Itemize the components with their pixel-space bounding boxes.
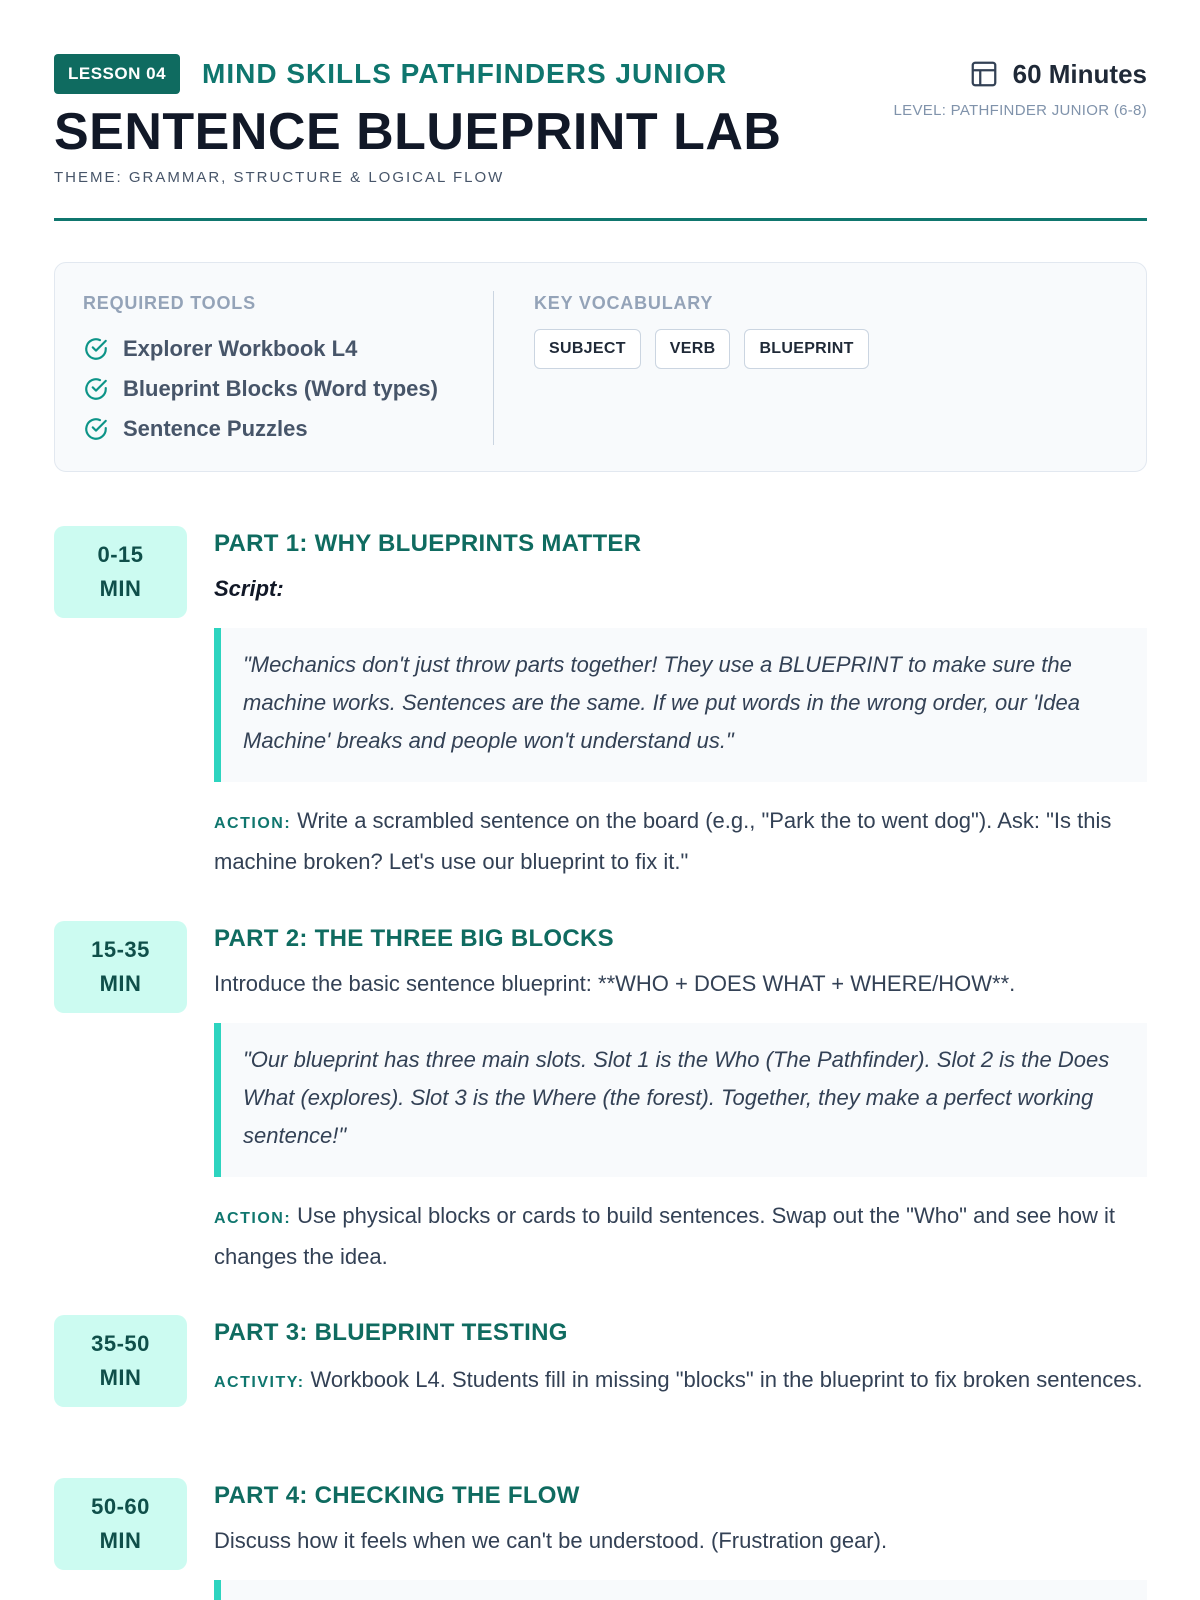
required-tools <box>83 291 493 449</box>
check-circle-icon <box>83 416 109 442</box>
required-tools-heading: REQUIRED TOOLS <box>83 293 256 313</box>
check-circle-icon <box>83 376 109 402</box>
key-vocabulary-heading: KEY VOCABULARY <box>534 293 714 313</box>
vocabulary-tags <box>534 329 1094 369</box>
lesson-plan-page <box>54 0 1147 1600</box>
time-range: 35-50 <box>91 1331 150 1356</box>
time-badge <box>54 526 187 618</box>
theme-line: THEME: GRAMMAR, STRUCTURE & LOGICAL FLOW <box>54 169 505 186</box>
script-quote: "Mechanics don't just throw parts together! They use a BLUEPRINT to make sure the machine works. Sentences are the same. If we put words in the wrong order, our 'Idea Machine' breaks and people won't understand us." <box>214 628 1147 782</box>
part-intro: Introduce the basic sentence blueprint: **WHO + DOES WHAT + WHERE/HOW**. <box>214 971 1016 996</box>
action-note <box>214 802 1147 881</box>
key-vocabulary <box>534 291 1094 369</box>
script-label: Script: <box>214 576 284 601</box>
vocab-tag: BLUEPRINT <box>744 329 868 369</box>
part-title: PART 1: WHY BLUEPRINTS MATTER <box>214 530 642 557</box>
time-unit: MIN <box>99 576 142 601</box>
tool-list <box>83 329 493 449</box>
part-title: PART 3: BLUEPRINT TESTING <box>214 1319 568 1346</box>
action-label: ACTION: <box>214 1210 292 1227</box>
header-divider <box>54 218 1147 221</box>
action-label: ACTION: <box>214 815 292 832</box>
time-unit: MIN <box>99 971 142 996</box>
time-unit: MIN <box>99 1528 142 1553</box>
part-title: PART 4: CHECKING THE FLOW <box>214 1482 580 1509</box>
activity-text: Workbook L4. Students fill in missing "blocks" in the blueprint to fix broken sentences. <box>310 1367 1143 1392</box>
part-body <box>214 526 1147 881</box>
part-title: PART 2: THE THREE BIG BLOCKS <box>214 925 614 952</box>
time-range: 50-60 <box>91 1494 150 1519</box>
level-label: LEVEL: PATHFINDER JUNIOR (6-8) <box>893 102 1147 119</box>
action-text: Use physical blocks or cards to build sentences. Swap out the "Who" and see how it changes the idea. <box>214 1203 1115 1269</box>
action-text: Write a scrambled sentence on the board (e.g., "Park the to went dog"). Ask: "Is this machine broken? Let's use our blueprint to fix it." <box>214 808 1112 874</box>
tool-item <box>83 369 493 409</box>
activity-note <box>214 1361 1147 1402</box>
time-unit: MIN <box>99 1365 142 1390</box>
time-badge <box>54 1315 187 1407</box>
part-body <box>214 1478 1147 1600</box>
vocab-tag: SUBJECT <box>534 329 641 369</box>
time-range: 15-35 <box>91 937 150 962</box>
part-body <box>214 1315 1147 1402</box>
part-intro: Discuss how it feels when we can't be understood. (Frustration gear). <box>214 1528 888 1553</box>
tool-item <box>83 409 493 449</box>
time-badge <box>54 921 187 1013</box>
part-body <box>214 921 1147 1276</box>
duration-info <box>969 58 1147 90</box>
layout-icon <box>969 59 999 89</box>
time-badge <box>54 1478 187 1570</box>
tool-label: Blueprint Blocks (Word types) <box>123 376 438 401</box>
lesson-header <box>54 54 1147 234</box>
page-title: SENTENCE BLUEPRINT LAB <box>54 103 782 161</box>
materials-panel <box>54 262 1147 472</box>
check-circle-icon <box>83 336 109 362</box>
duration-text: 60 Minutes <box>1012 58 1147 89</box>
tool-item <box>83 329 493 369</box>
tool-label: Explorer Workbook L4 <box>123 336 358 361</box>
program-name: MIND SKILLS PATHFINDERS JUNIOR <box>202 58 728 89</box>
time-range: 0-15 <box>97 542 144 567</box>
script-quote: "Our blueprint has three main slots. Slot 1 is the Who (The Pathfinder). Slot 2 is the Does What (explores). Slot 3 is the Where (the forest). Together, they make a perfect working sentence!" <box>214 1023 1147 1177</box>
action-note <box>214 1197 1147 1276</box>
tool-label: Sentence Puzzles <box>123 416 308 441</box>
vocab-tag: VERB <box>655 329 731 369</box>
panel-divider <box>493 291 494 445</box>
activity-label: ACTIVITY: <box>214 1374 305 1391</box>
lesson-badge: LESSON 04 <box>54 54 180 94</box>
script-quote <box>214 1580 1147 1600</box>
